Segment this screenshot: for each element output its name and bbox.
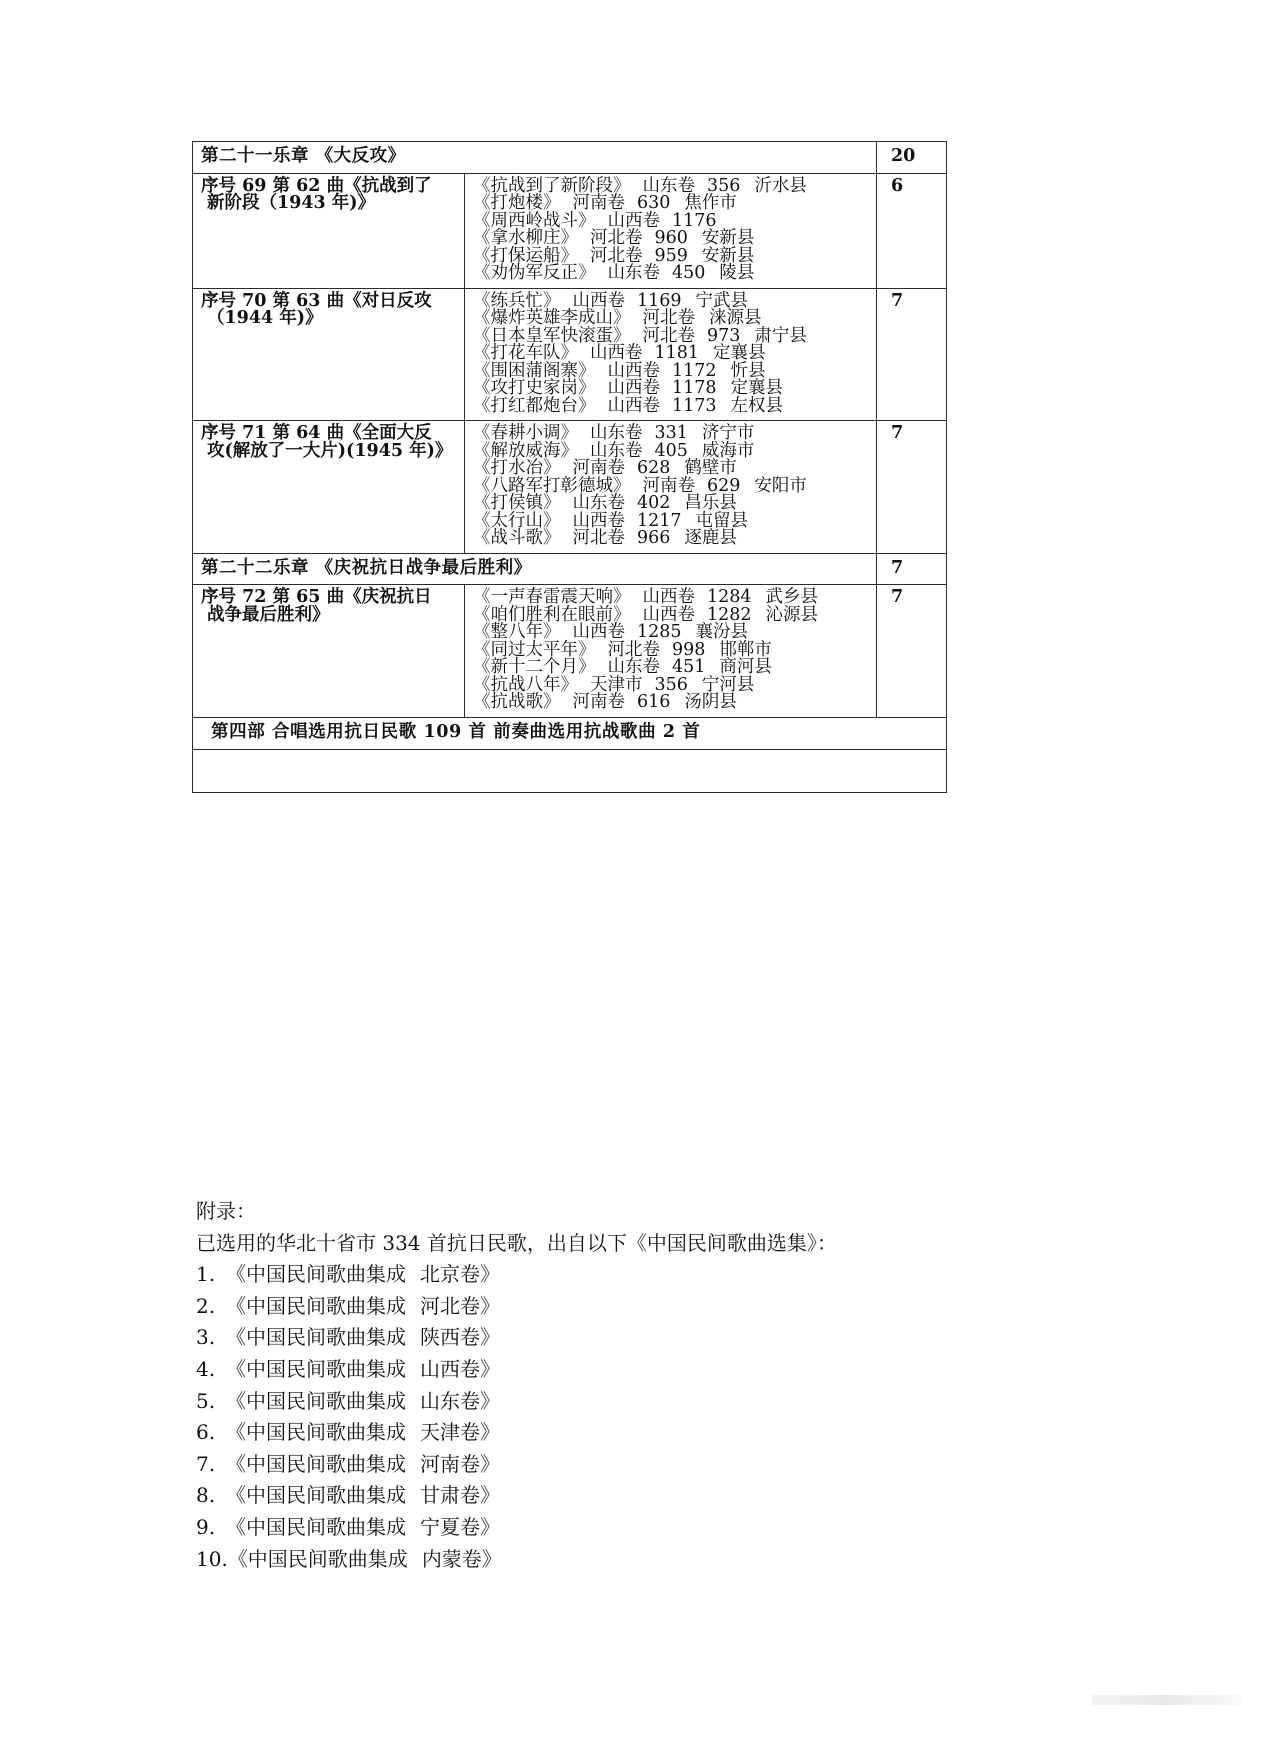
song-title: 《日本皇军快滚蛋》 bbox=[473, 325, 631, 346]
song-volume: 山东卷 bbox=[642, 175, 695, 196]
chapter-count: 7 bbox=[877, 553, 947, 585]
song-title: 《同过太平年》 bbox=[473, 639, 596, 660]
song-title: 《抗战到了新阶段》 bbox=[473, 175, 631, 196]
song-volume: 山西卷 bbox=[607, 395, 660, 416]
appendix-item bbox=[196, 1417, 1056, 1449]
song-volume: 山东卷 bbox=[607, 263, 660, 283]
song-list bbox=[465, 421, 877, 554]
group-title-line: 攻(解放了一大片)(1945 年)》 bbox=[207, 440, 453, 461]
appendix-item-name: 《中国民间歌曲集成 bbox=[226, 1514, 406, 1539]
song-title: 《打花车队》 bbox=[473, 343, 578, 363]
song-place: 襄汾县 bbox=[695, 622, 749, 642]
group-row bbox=[193, 173, 947, 288]
song-title: 《打侯镇》 bbox=[473, 493, 561, 513]
appendix-item-index: 3. bbox=[196, 1325, 216, 1350]
appendix-item-index: 7. bbox=[196, 1451, 216, 1476]
song-page: 1173 bbox=[672, 395, 717, 416]
song-title: 《劝伪军反正》 bbox=[473, 263, 596, 283]
appendix-item bbox=[196, 1480, 1056, 1512]
song-entry bbox=[473, 395, 870, 416]
song-title: 《八路军打彰德城》 bbox=[473, 475, 631, 496]
song-volume: 天津市 bbox=[590, 674, 643, 695]
song-page: 356 bbox=[654, 674, 688, 695]
song-title: 《围困蒲阁寨》 bbox=[473, 360, 596, 381]
song-place: 定襄县 bbox=[730, 378, 784, 398]
appendix-item-name: 《中国民间歌曲集成 bbox=[226, 1420, 406, 1445]
song-page: 1217 bbox=[637, 510, 682, 531]
appendix-item-volume: 山东卷》 bbox=[420, 1388, 500, 1413]
song-place: 安新县 bbox=[701, 245, 755, 266]
appendix-item bbox=[196, 1291, 1056, 1323]
song-page: 402 bbox=[637, 493, 671, 513]
song-volume: 山西卷 bbox=[607, 210, 660, 231]
song-page: 1169 bbox=[637, 290, 682, 311]
summary-row bbox=[193, 717, 947, 750]
song-title: 《一声春雷震天响》 bbox=[473, 587, 631, 607]
song-page: 629 bbox=[707, 475, 741, 496]
song-place: 商河县 bbox=[719, 657, 772, 677]
song-place: 武乡县 bbox=[765, 587, 819, 607]
song-volume: 山东卷 bbox=[590, 440, 643, 461]
group-count: 7 bbox=[877, 421, 947, 554]
group-title-line: 序号 71 第 64 曲《全面大反 bbox=[201, 423, 432, 443]
appendix-item-index: 1. bbox=[196, 1262, 216, 1287]
empty-row bbox=[193, 750, 947, 793]
song-volume: 河南卷 bbox=[572, 692, 625, 712]
appendix-item bbox=[196, 1544, 1056, 1576]
group-row bbox=[193, 585, 947, 718]
appendix-item-name: 《中国民间歌曲集成 bbox=[226, 1388, 406, 1413]
appendix-item-name: 《中国民间歌曲集成 bbox=[226, 1356, 406, 1381]
appendix-item-index: 6. bbox=[196, 1420, 216, 1445]
song-place: 沂水县 bbox=[754, 175, 807, 196]
appendix-item-name: 《中国民间歌曲集成 bbox=[226, 1325, 406, 1350]
song-volume: 山西卷 bbox=[572, 290, 625, 311]
appendix-item-index: 5. bbox=[196, 1388, 216, 1413]
song-page: 959 bbox=[654, 245, 688, 266]
appendix-item-index: 8. bbox=[196, 1483, 216, 1508]
song-place: 安新县 bbox=[701, 228, 755, 248]
appendix-item bbox=[196, 1449, 1056, 1481]
song-page: 1282 bbox=[707, 604, 752, 625]
group-title bbox=[193, 421, 465, 554]
song-title: 《拿水柳庄》 bbox=[473, 228, 578, 248]
appendix-list bbox=[196, 1259, 1056, 1575]
group-count: 6 bbox=[877, 173, 947, 288]
song-place: 涞源县 bbox=[709, 308, 762, 328]
song-volume: 山东卷 bbox=[607, 657, 660, 677]
song-place: 屯留县 bbox=[695, 510, 749, 531]
song-page: 1284 bbox=[707, 587, 752, 607]
song-volume: 山西卷 bbox=[607, 378, 660, 398]
song-title: 《爆炸英雄李成山》 bbox=[473, 308, 631, 328]
appendix-item-volume: 山西卷》 bbox=[420, 1356, 500, 1381]
song-volume: 河北卷 bbox=[590, 245, 643, 266]
song-place: 沁源县 bbox=[765, 604, 819, 625]
song-place: 陵县 bbox=[719, 263, 755, 283]
song-entry bbox=[473, 694, 870, 712]
selection-table bbox=[192, 141, 947, 793]
group-row bbox=[193, 421, 947, 554]
song-place: 安阳市 bbox=[754, 475, 807, 496]
song-place: 焦作市 bbox=[684, 193, 737, 213]
group-title-line: 战争最后胜利》 bbox=[207, 604, 330, 625]
song-volume: 河北卷 bbox=[642, 308, 695, 328]
appendix-item bbox=[196, 1386, 1056, 1418]
appendix-item-index: 9. bbox=[196, 1514, 216, 1539]
song-page: 1178 bbox=[672, 378, 717, 398]
appendix-intro: 已选用的华北十省市 334 首抗日民歌，出自以下《中国民间歌曲选集》： bbox=[196, 1230, 837, 1255]
song-volume: 河北卷 bbox=[607, 639, 660, 660]
song-title: 《周西岭战斗》 bbox=[473, 210, 596, 231]
song-title: 《新十二个月》 bbox=[473, 657, 596, 677]
appendix-item bbox=[196, 1259, 1056, 1291]
chapter-label: 第二十一乐章 《大反攻》 bbox=[193, 142, 877, 174]
appendix-item-name: 《中国民间歌曲集成 bbox=[226, 1293, 406, 1318]
song-page: 998 bbox=[672, 639, 706, 660]
appendix-item-name: 《中国民间歌曲集成 bbox=[227, 1546, 408, 1571]
song-title: 《抗战歌》 bbox=[473, 692, 561, 712]
appendix-item bbox=[196, 1354, 1056, 1386]
song-place: 逐鹿县 bbox=[684, 528, 737, 548]
song-title: 《抗战八年》 bbox=[473, 674, 578, 695]
song-place: 昌乐县 bbox=[684, 493, 737, 513]
song-title: 《打红都炮台》 bbox=[473, 395, 596, 416]
selection-table-body bbox=[193, 142, 947, 793]
song-volume: 河北卷 bbox=[590, 228, 643, 248]
song-page: 356 bbox=[707, 175, 741, 196]
song-title: 《太行山》 bbox=[473, 510, 561, 531]
group-row bbox=[193, 288, 947, 421]
chapter-row bbox=[193, 553, 947, 585]
song-page: 450 bbox=[672, 263, 706, 283]
appendix-item-volume: 河南卷》 bbox=[420, 1451, 500, 1476]
song-place: 肃宁县 bbox=[754, 325, 807, 346]
appendix-item-volume: 宁夏卷》 bbox=[420, 1514, 500, 1539]
song-place: 宁武县 bbox=[695, 290, 749, 311]
song-page: 405 bbox=[654, 440, 688, 461]
song-page: 960 bbox=[654, 228, 688, 248]
group-title-line: 新阶段（1943 年)》 bbox=[207, 193, 376, 213]
song-volume: 山西卷 bbox=[607, 360, 660, 381]
song-place: 济宁市 bbox=[701, 423, 755, 443]
song-page: 630 bbox=[637, 193, 671, 213]
group-count: 7 bbox=[877, 585, 947, 718]
scan-artifact bbox=[1092, 1695, 1242, 1705]
song-title: 《打炮楼》 bbox=[473, 193, 561, 213]
song-title: 《战斗歌》 bbox=[473, 528, 561, 548]
song-page: 1181 bbox=[654, 343, 700, 363]
song-title: 《解放威海》 bbox=[473, 440, 578, 461]
empty-cell bbox=[193, 750, 947, 793]
group-title-line: 序号 69 第 62 曲《抗战到了 bbox=[201, 175, 432, 196]
group-title-line: （1944 年)》 bbox=[207, 308, 323, 328]
song-page: 966 bbox=[637, 528, 671, 548]
song-place: 汤阴县 bbox=[684, 692, 737, 712]
song-place: 邯郸市 bbox=[719, 639, 772, 660]
song-volume: 山西卷 bbox=[642, 604, 695, 625]
appendix-item-name: 《中国民间歌曲集成 bbox=[226, 1262, 406, 1287]
group-count: 7 bbox=[877, 288, 947, 421]
appendix-item bbox=[196, 1512, 1056, 1544]
group-title bbox=[193, 585, 465, 718]
appendix-item-volume: 北京卷》 bbox=[420, 1262, 500, 1287]
group-title-line: 序号 70 第 63 曲《对日反攻 bbox=[201, 290, 432, 311]
song-title: 《打保运船》 bbox=[473, 245, 578, 266]
appendix-heading: 附录： bbox=[196, 1199, 256, 1223]
appendix-item-name: 《中国民间歌曲集成 bbox=[226, 1451, 406, 1476]
song-title: 《攻打史家岗》 bbox=[473, 378, 596, 398]
song-page: 973 bbox=[707, 325, 741, 346]
song-place: 威海市 bbox=[701, 440, 755, 461]
appendix-item-volume: 甘肃卷》 bbox=[420, 1483, 500, 1508]
song-title: 《咱们胜利在眼前》 bbox=[473, 604, 631, 625]
song-volume: 河北卷 bbox=[572, 528, 625, 548]
appendix-item-index: 10. bbox=[196, 1546, 228, 1571]
song-volume: 山东卷 bbox=[590, 423, 643, 443]
song-volume: 河南卷 bbox=[572, 193, 625, 213]
song-entry bbox=[473, 530, 870, 548]
song-volume: 河南卷 bbox=[642, 475, 695, 496]
group-title bbox=[193, 288, 465, 421]
appendix-item-volume: 河北卷》 bbox=[420, 1293, 500, 1318]
song-volume: 山西卷 bbox=[572, 510, 625, 531]
appendix-item-index: 4. bbox=[196, 1356, 216, 1381]
song-place: 忻县 bbox=[730, 360, 766, 381]
appendix-item-volume: 陕西卷》 bbox=[420, 1325, 500, 1350]
song-place: 宁河县 bbox=[701, 674, 755, 695]
song-page: 1172 bbox=[672, 360, 717, 381]
song-page: 628 bbox=[637, 458, 671, 478]
appendix-item-index: 2. bbox=[196, 1293, 216, 1318]
song-list bbox=[465, 585, 877, 718]
song-volume: 河北卷 bbox=[642, 325, 695, 346]
song-page: 331 bbox=[654, 423, 688, 443]
song-title: 《练兵忙》 bbox=[473, 290, 561, 311]
song-page: 1176 bbox=[672, 210, 717, 231]
selection-table-container bbox=[192, 141, 946, 793]
song-place: 定襄县 bbox=[713, 343, 766, 363]
appendix-item bbox=[196, 1322, 1056, 1354]
song-page: 451 bbox=[672, 657, 706, 677]
chapter-label: 第二十二乐章 《庆祝抗日战争最后胜利》 bbox=[193, 553, 877, 585]
song-title: 《春耕小调》 bbox=[473, 423, 578, 443]
appendix-section bbox=[196, 1196, 1056, 1575]
song-page: 1285 bbox=[637, 622, 682, 642]
song-volume: 山东卷 bbox=[572, 493, 625, 513]
song-title: 《打水冶》 bbox=[473, 458, 561, 478]
group-title-line: 序号 72 第 65 曲《庆祝抗日 bbox=[201, 587, 432, 607]
summary-text: 第四部 合唱选用抗日民歌 109 首 前奏曲选用抗战歌曲 2 首 bbox=[193, 717, 947, 750]
song-list bbox=[465, 173, 877, 288]
song-list bbox=[465, 288, 877, 421]
song-place: 鹤壁市 bbox=[684, 458, 737, 478]
song-volume: 河南卷 bbox=[572, 458, 625, 478]
appendix-item-name: 《中国民间歌曲集成 bbox=[226, 1483, 406, 1508]
song-place: 左权县 bbox=[730, 395, 784, 416]
appendix-item-volume: 天津卷》 bbox=[420, 1420, 500, 1445]
song-title: 《整八年》 bbox=[473, 622, 561, 642]
song-volume: 山西卷 bbox=[642, 587, 695, 607]
song-volume: 山西卷 bbox=[572, 622, 625, 642]
appendix-item-volume: 内蒙卷》 bbox=[421, 1546, 502, 1571]
chapter-row bbox=[193, 142, 947, 174]
song-entry bbox=[473, 265, 870, 283]
group-title bbox=[193, 173, 465, 288]
song-volume: 山西卷 bbox=[590, 343, 643, 363]
chapter-count: 20 bbox=[877, 142, 947, 174]
song-page: 616 bbox=[637, 692, 671, 712]
